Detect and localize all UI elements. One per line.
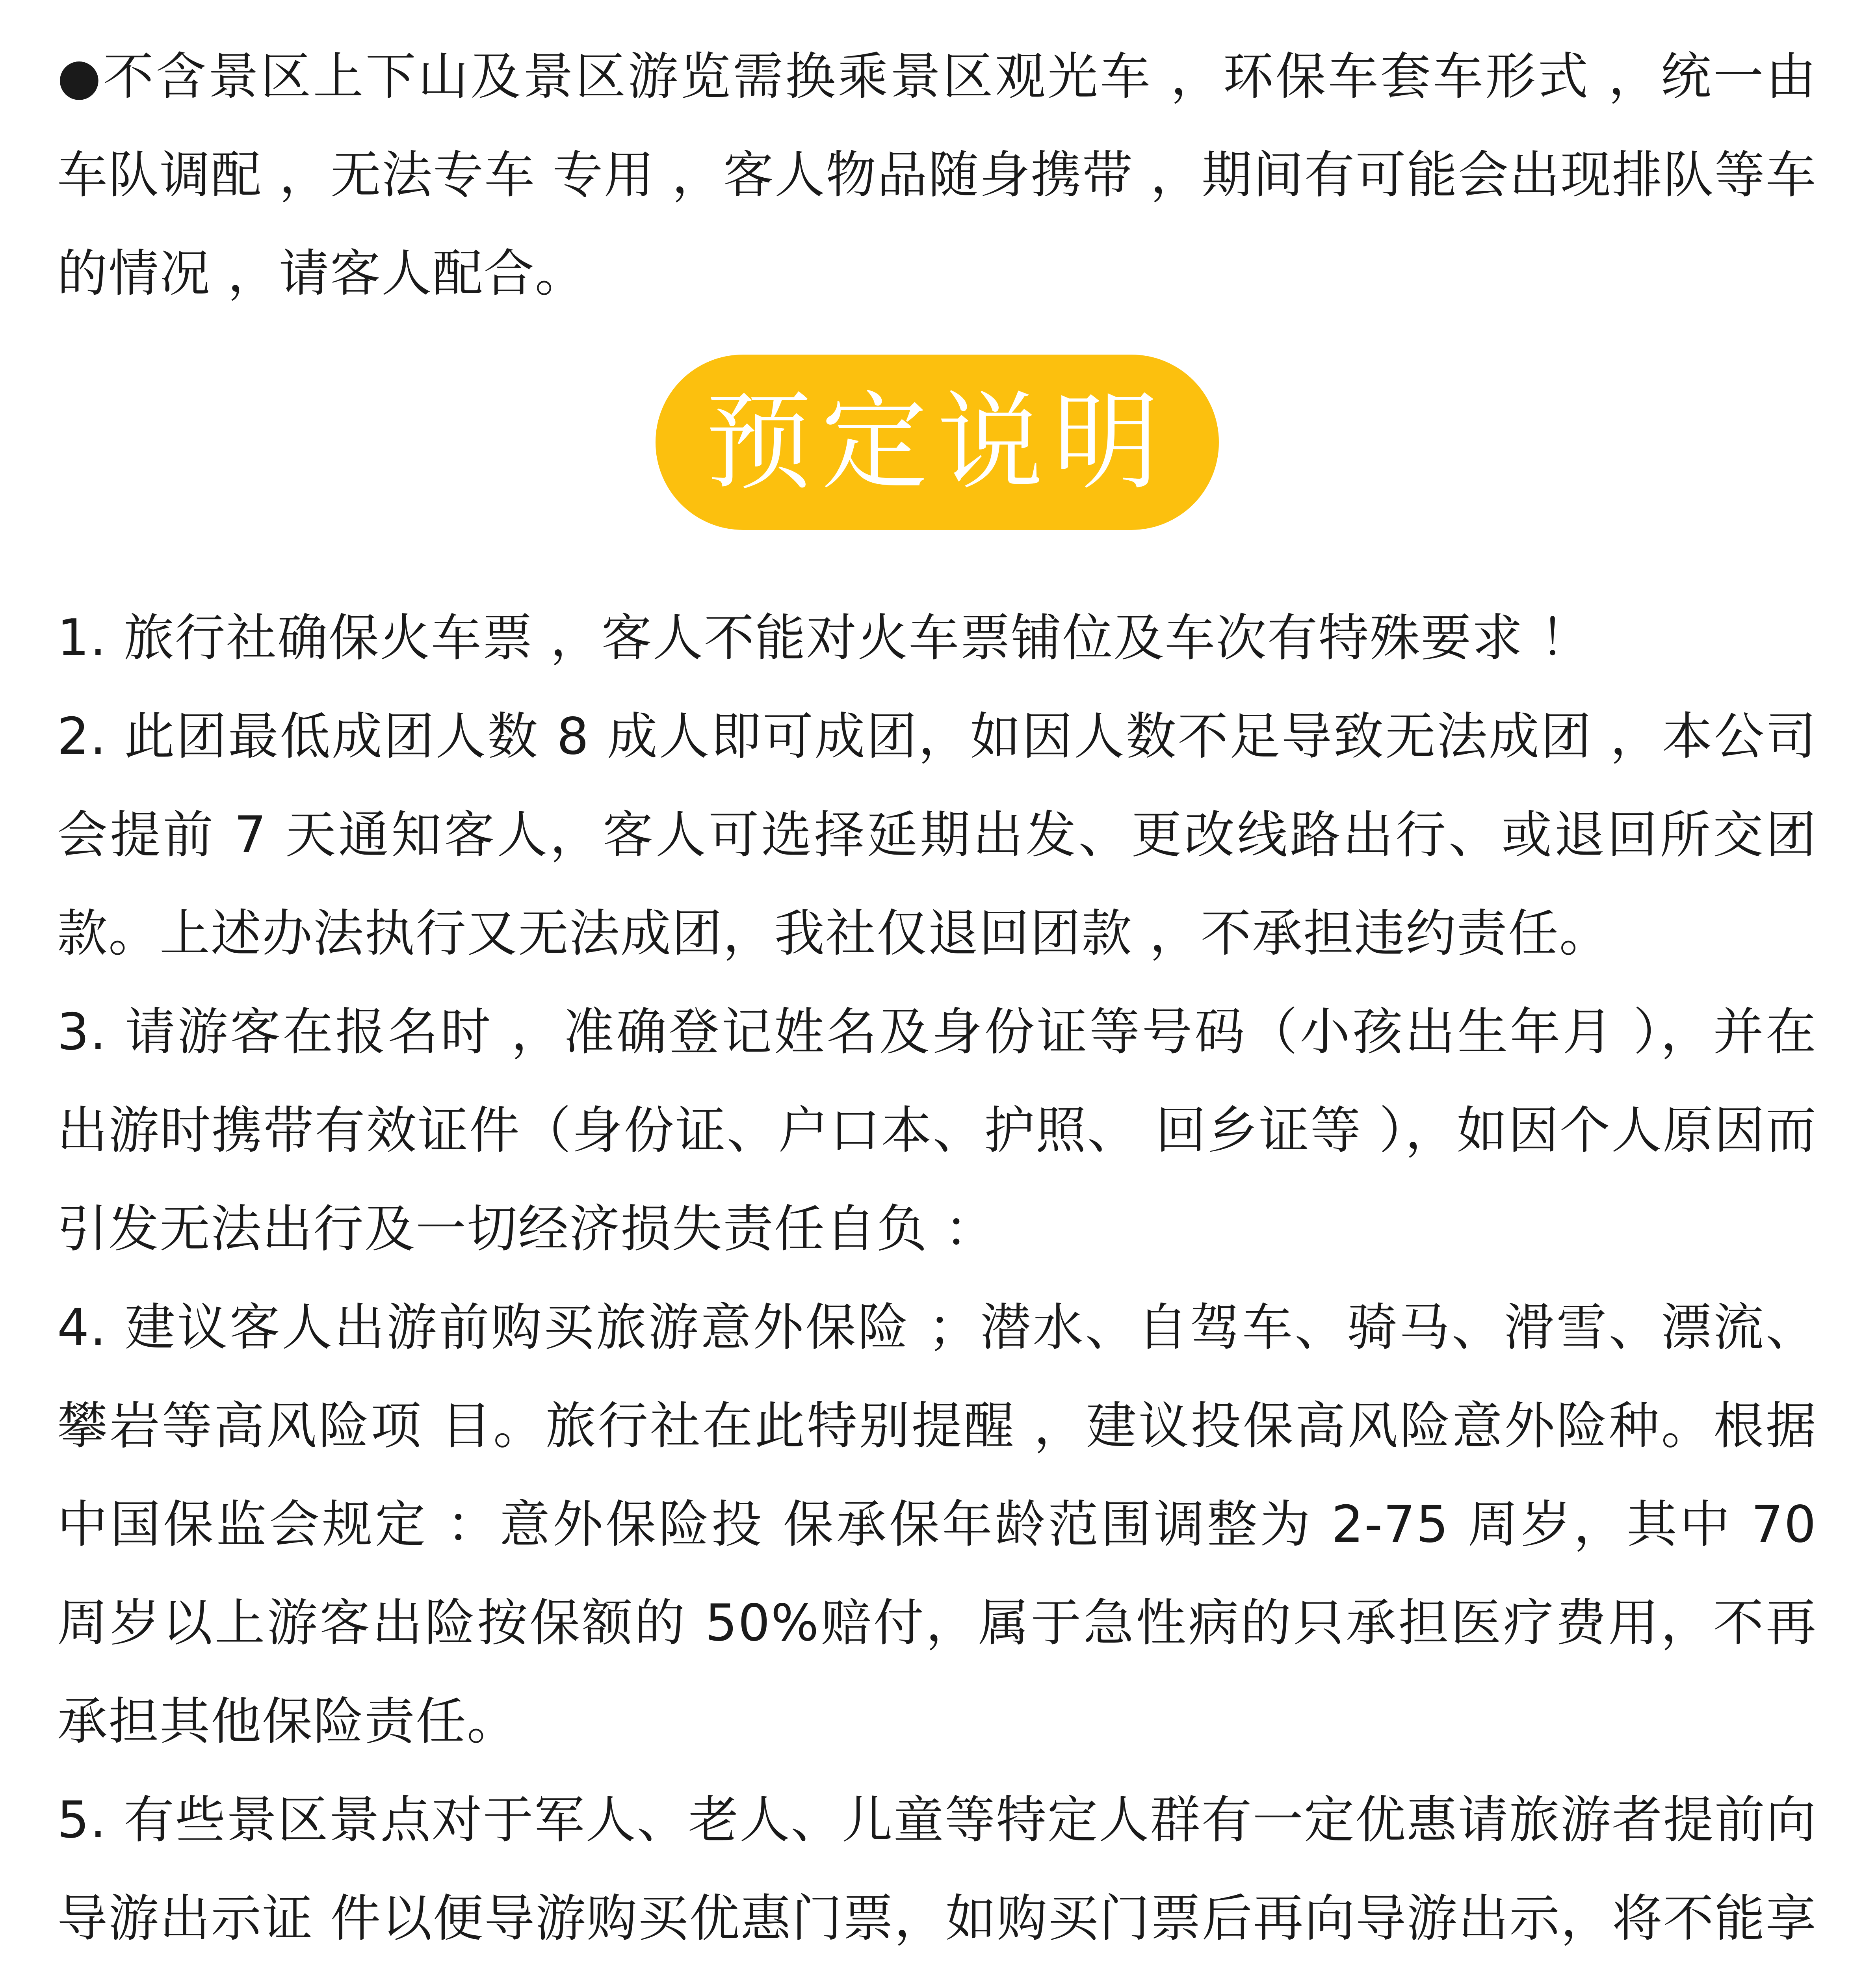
section-heading — [57, 355, 1817, 530]
section-title: 预定说明 — [705, 380, 1169, 504]
intro-paragraph: ●不含景区上下山及景区游览需换乘景区观光车 ，环保车套车形式 ，统一由车队调配 ，无法专车 专用 ，客人物品随身携带 ，期间有可能会出现排队等车的情况 ，请客人配合。 — [57, 47, 1817, 303]
list-item: 5. 有些景区景点对于军人、老人、儿童等特定人群有一定优惠请旅游者提前向导游出示证 件以便导游购买优惠门票，如购买门票后再向导游出示，将不能享 — [57, 1791, 1817, 1948]
list-item: 2. 此团最低成团人数 8 成人即可成团，如因人数不足导致无法成团 ，本公司会提前 7 天通知客人，客人可选择延期出发、更改线路出行、或退回所交团款。上述办法执行又无法成团，我社仅退回团款 ，不承担违约责任。 — [57, 707, 1817, 963]
section-heading-pill — [656, 355, 1219, 530]
list-item: 4. 建议客人出游前购买旅游意外保险 ；潜水、自驾车、骑马、滑雪、漂流、攀岩等高风险项 目。旅行社在此特别提醒 ，建议投保高风险意外险种。根据中国保监会规定 ：意外保险投 保承保年龄范围调整为 2-75 周岁，其中 70 周岁以上游客出险按保额的 50%赔付，属于急性病的只承担医疗费用，不再承担其他保险责任。 — [57, 1298, 1817, 1751]
list-item: 1. 旅行社确保火车票 ，客人不能对火车票铺位及车次有特殊要求 ！ — [57, 609, 1592, 667]
booking-notes-list — [57, 589, 1817, 1970]
list-item: 3. 请游客在报名时 ，准确登记姓名及身份证等号码（小孩出生年月 ），并在出游时携带有效证件（身份证、户口本、护照、 回乡证等 ），如因个人原因而引发无法出行及一切经济损失责任自负 ： — [57, 1003, 1817, 1258]
